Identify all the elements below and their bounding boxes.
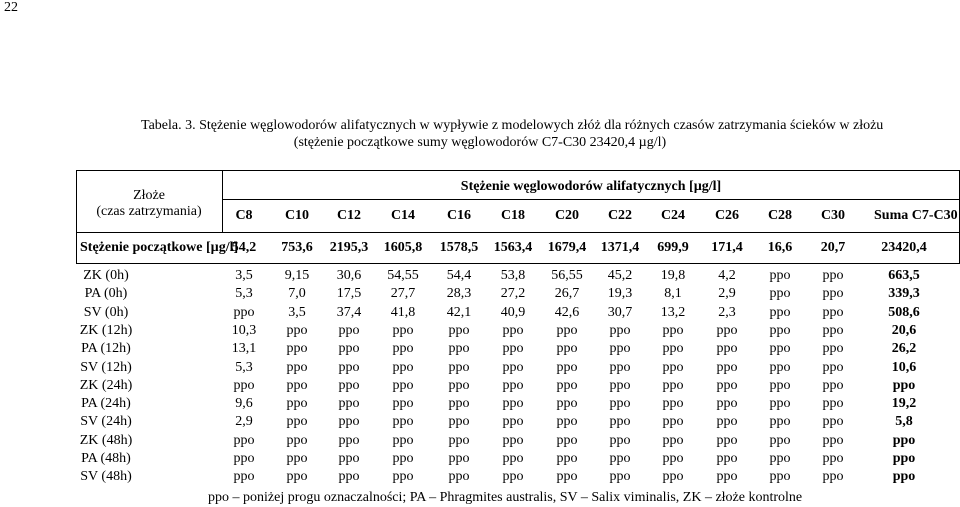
table-cell: 5,3 bbox=[235, 360, 253, 375]
table-cell: ppo bbox=[716, 433, 738, 448]
table-cell: 27,7 bbox=[390, 286, 416, 301]
table-cell: ppo bbox=[769, 360, 791, 375]
table-cell: ppo bbox=[338, 469, 360, 484]
table-cell: ppo bbox=[286, 414, 308, 429]
initial-value: 699,9 bbox=[657, 240, 689, 255]
table-cell: ppo bbox=[662, 341, 684, 356]
table-cell: 13,1 bbox=[231, 341, 257, 356]
table-cell: ppo bbox=[556, 378, 578, 393]
row-label: ZK (0h) bbox=[83, 268, 129, 283]
table-cell: ppo bbox=[392, 414, 414, 429]
table-cell: ppo bbox=[286, 323, 308, 338]
table-cell: ppo bbox=[448, 414, 470, 429]
table-cell: 40,9 bbox=[500, 305, 526, 320]
table-cell: 19,3 bbox=[607, 286, 633, 301]
table-cell: ppo bbox=[233, 305, 255, 320]
table-cell: 4,2 bbox=[718, 268, 736, 283]
table-cell: ppo bbox=[448, 433, 470, 448]
table-cell: ppo bbox=[556, 469, 578, 484]
column-header: C8 bbox=[235, 208, 253, 223]
table-cell: ppo bbox=[392, 341, 414, 356]
table-cell: ppo bbox=[609, 451, 631, 466]
table-cell: ppo bbox=[338, 378, 360, 393]
column-header: C22 bbox=[607, 208, 633, 223]
table-cell: ppo bbox=[822, 323, 844, 338]
table-cell: ppo bbox=[662, 378, 684, 393]
table-cell: ppo bbox=[392, 378, 414, 393]
footnote: ppo – poniżej progu oznaczalności; PA – Phragmites australis, SV – Salix viminalis, ZK – złoże kontrolne bbox=[208, 490, 803, 505]
header-bottom-rule bbox=[76, 232, 960, 233]
table-cell: ppo bbox=[609, 433, 631, 448]
table-cell: ppo bbox=[392, 451, 414, 466]
table-cell: 42,6 bbox=[554, 305, 580, 320]
initial-value: 2195,3 bbox=[329, 240, 369, 255]
initial-value: 23420,4 bbox=[881, 240, 927, 255]
table-cell: ppo bbox=[609, 469, 631, 484]
table-cell: 2,9 bbox=[718, 286, 736, 301]
table-cell: ppo bbox=[662, 414, 684, 429]
table-cell: ppo bbox=[716, 396, 738, 411]
initial-value: 1679,4 bbox=[547, 240, 587, 255]
table-subtitle: (stężenie początkowe sumy węglowodorów C7-C30 23420,4 µg/l) bbox=[293, 135, 667, 150]
table-cell: ppo bbox=[556, 396, 578, 411]
initial-value: 1605,8 bbox=[383, 240, 423, 255]
initial-value: 171,4 bbox=[711, 240, 743, 255]
table-cell: ppo bbox=[338, 451, 360, 466]
initial-row-label: Stężenie początkowe [µg/l] bbox=[80, 240, 239, 255]
table-cell: 26,7 bbox=[554, 286, 580, 301]
sum-cell: ppo bbox=[892, 433, 916, 448]
table-cell: ppo bbox=[822, 360, 844, 375]
column-header: C18 bbox=[500, 208, 526, 223]
concentration-group-header: Stężenie węglowodorów alifatycznych [µg/l] bbox=[460, 179, 722, 194]
table-cell: ppo bbox=[716, 341, 738, 356]
table-cell: ppo bbox=[662, 433, 684, 448]
table-cell: ppo bbox=[338, 396, 360, 411]
initial-value: 1563,4 bbox=[493, 240, 533, 255]
table-cell: 41,8 bbox=[390, 305, 416, 320]
column-header: C14 bbox=[390, 208, 416, 223]
table-cell: ppo bbox=[609, 414, 631, 429]
sum-cell: 508,6 bbox=[888, 305, 920, 320]
sum-cell: 10,6 bbox=[891, 360, 917, 375]
table-cell: 3,5 bbox=[288, 305, 306, 320]
row-label: PA (12h) bbox=[81, 341, 131, 356]
table-cell: ppo bbox=[448, 396, 470, 411]
table-cell: ppo bbox=[769, 378, 791, 393]
table-cell: ppo bbox=[662, 469, 684, 484]
table-cell: 9,6 bbox=[235, 396, 253, 411]
initial-value: 20,7 bbox=[820, 240, 846, 255]
initial-value: 1371,4 bbox=[600, 240, 640, 255]
table-cell: ppo bbox=[338, 323, 360, 338]
table-cell: ppo bbox=[502, 433, 524, 448]
table-cell: ppo bbox=[822, 341, 844, 356]
table-cell: ppo bbox=[769, 341, 791, 356]
sum-cell: 20,6 bbox=[891, 323, 917, 338]
table-cell: ppo bbox=[609, 378, 631, 393]
table-cell: ppo bbox=[822, 451, 844, 466]
row-label: ZK (48h) bbox=[79, 433, 133, 448]
table-cell: ppo bbox=[286, 469, 308, 484]
table-cell: ppo bbox=[769, 433, 791, 448]
initial-value: 16,6 bbox=[767, 240, 793, 255]
sum-cell: 19,2 bbox=[891, 396, 917, 411]
table-cell: ppo bbox=[286, 433, 308, 448]
sum-cell: 26,2 bbox=[891, 341, 917, 356]
column-header: C28 bbox=[767, 208, 793, 223]
table-cell: ppo bbox=[233, 378, 255, 393]
table-cell: 3,5 bbox=[235, 268, 253, 283]
table-cell: ppo bbox=[556, 451, 578, 466]
table-cell: ppo bbox=[233, 451, 255, 466]
bed-column-header bbox=[76, 188, 222, 220]
table-cell: ppo bbox=[769, 268, 791, 283]
initial-value: 753,6 bbox=[281, 240, 313, 255]
table-cell: ppo bbox=[338, 360, 360, 375]
table-cell: ppo bbox=[286, 341, 308, 356]
table-cell: ppo bbox=[392, 323, 414, 338]
table-cell: ppo bbox=[662, 451, 684, 466]
table-cell: ppo bbox=[448, 378, 470, 393]
row-label: PA (0h) bbox=[84, 286, 128, 301]
table-cell: ppo bbox=[286, 360, 308, 375]
table-cell: ppo bbox=[392, 433, 414, 448]
table-cell: ppo bbox=[502, 341, 524, 356]
table-cell: ppo bbox=[822, 378, 844, 393]
table-cell: 10,3 bbox=[231, 323, 257, 338]
table-cell: ppo bbox=[822, 396, 844, 411]
table-cell: 7,0 bbox=[288, 286, 306, 301]
table-cell: ppo bbox=[338, 341, 360, 356]
row-label: SV (48h) bbox=[80, 469, 132, 484]
table-cell: ppo bbox=[448, 341, 470, 356]
column-header: C26 bbox=[714, 208, 740, 223]
table-cell: 30,6 bbox=[336, 268, 362, 283]
row-label: SV (0h) bbox=[83, 305, 129, 320]
table-cell: 2,3 bbox=[718, 305, 736, 320]
column-header: C20 bbox=[554, 208, 580, 223]
table-cell: ppo bbox=[556, 433, 578, 448]
bed-label-line2: (czas zatrzymania) bbox=[96, 204, 202, 219]
table-cell: 27,2 bbox=[500, 286, 526, 301]
sum-cell: 5,8 bbox=[895, 414, 913, 429]
table-cell: ppo bbox=[822, 414, 844, 429]
table-cell: ppo bbox=[448, 360, 470, 375]
page-number: 22 bbox=[4, 0, 18, 15]
table-cell: ppo bbox=[286, 451, 308, 466]
table-cell: 53,8 bbox=[500, 268, 526, 283]
table-cell: ppo bbox=[609, 396, 631, 411]
table-cell: ppo bbox=[662, 323, 684, 338]
table-cell: 9,15 bbox=[284, 268, 310, 283]
table-cell: ppo bbox=[769, 451, 791, 466]
table-cell: ppo bbox=[769, 323, 791, 338]
column-header: C10 bbox=[284, 208, 310, 223]
sum-cell: ppo bbox=[892, 378, 916, 393]
table-cell: ppo bbox=[233, 433, 255, 448]
table-cell: ppo bbox=[769, 305, 791, 320]
table-cell: ppo bbox=[502, 378, 524, 393]
table-cell: ppo bbox=[716, 469, 738, 484]
table-title: Tabela. 3. Stężenie węglowodorów alifatycznych w wypływie z modelowych złóż dla różnych czasów zatrzymania ścieków w złożu bbox=[141, 118, 884, 133]
table-cell: ppo bbox=[716, 360, 738, 375]
table-cell: ppo bbox=[716, 378, 738, 393]
row-label: ZK (24h) bbox=[79, 378, 133, 393]
table-cell: ppo bbox=[556, 341, 578, 356]
table-cell: ppo bbox=[769, 396, 791, 411]
table-cell: ppo bbox=[233, 469, 255, 484]
table-cell: 28,3 bbox=[446, 286, 472, 301]
sum-cell: 339,3 bbox=[888, 286, 920, 301]
table-cell: 56,55 bbox=[551, 268, 583, 283]
table-cell: ppo bbox=[769, 414, 791, 429]
table-cell: ppo bbox=[769, 469, 791, 484]
row-label: PA (48h) bbox=[81, 451, 131, 466]
table-cell: ppo bbox=[556, 323, 578, 338]
table-cell: ppo bbox=[822, 286, 844, 301]
table-cell: ppo bbox=[448, 323, 470, 338]
table-cell: ppo bbox=[448, 451, 470, 466]
table-cell: ppo bbox=[556, 414, 578, 429]
table-cell: ppo bbox=[502, 469, 524, 484]
table-cell: 30,7 bbox=[607, 305, 633, 320]
column-header: C30 bbox=[820, 208, 846, 223]
table-cell: 2,9 bbox=[235, 414, 253, 429]
table-cell: ppo bbox=[502, 360, 524, 375]
column-header: Suma C7-C30 bbox=[874, 208, 958, 223]
table-cell: 8,1 bbox=[664, 286, 682, 301]
table-cell: ppo bbox=[822, 305, 844, 320]
table-cell: ppo bbox=[716, 323, 738, 338]
table-cell: ppo bbox=[338, 433, 360, 448]
table-cell: 13,2 bbox=[660, 305, 686, 320]
table-cell: 37,4 bbox=[336, 305, 362, 320]
table-top-rule bbox=[76, 170, 960, 171]
table-cell: 54,55 bbox=[387, 268, 419, 283]
table-cell: ppo bbox=[822, 433, 844, 448]
table-cell: ppo bbox=[502, 451, 524, 466]
table-cell: 45,2 bbox=[607, 268, 633, 283]
table-cell: ppo bbox=[338, 414, 360, 429]
table-cell: ppo bbox=[609, 341, 631, 356]
initial-value: 1578,5 bbox=[439, 240, 479, 255]
table-cell: ppo bbox=[662, 396, 684, 411]
initial-row-bottom-rule bbox=[76, 263, 960, 264]
initial-value: 54,2 bbox=[231, 240, 257, 255]
table-cell: ppo bbox=[609, 360, 631, 375]
table-cell: 54,4 bbox=[446, 268, 472, 283]
table-cell: ppo bbox=[392, 469, 414, 484]
table-cell: 19,8 bbox=[660, 268, 686, 283]
table-cell: ppo bbox=[392, 360, 414, 375]
table-cell: ppo bbox=[662, 360, 684, 375]
column-header: C12 bbox=[336, 208, 362, 223]
table-cell: ppo bbox=[716, 414, 738, 429]
table-cell: ppo bbox=[822, 469, 844, 484]
column-header: C24 bbox=[660, 208, 686, 223]
table-cell: ppo bbox=[502, 323, 524, 338]
table-cell: 17,5 bbox=[336, 286, 362, 301]
table-cell: 42,1 bbox=[446, 305, 472, 320]
row-label: ZK (12h) bbox=[79, 323, 133, 338]
sum-cell: ppo bbox=[892, 451, 916, 466]
column-header: C16 bbox=[446, 208, 472, 223]
group-header-rule bbox=[222, 199, 960, 200]
table-cell: 5,3 bbox=[235, 286, 253, 301]
table-cell: ppo bbox=[392, 396, 414, 411]
sum-cell: 663,5 bbox=[888, 268, 920, 283]
table-cell: ppo bbox=[502, 396, 524, 411]
bed-label-line1: Złoże bbox=[133, 188, 165, 203]
table-cell: ppo bbox=[769, 286, 791, 301]
table-cell: ppo bbox=[286, 396, 308, 411]
table-cell: ppo bbox=[822, 268, 844, 283]
row-label: SV (24h) bbox=[80, 414, 132, 429]
table-cell: ppo bbox=[716, 451, 738, 466]
row-label: PA (24h) bbox=[81, 396, 131, 411]
table-cell: ppo bbox=[609, 323, 631, 338]
table-cell: ppo bbox=[286, 378, 308, 393]
table-cell: ppo bbox=[502, 414, 524, 429]
table-cell: ppo bbox=[448, 469, 470, 484]
table-cell: ppo bbox=[556, 360, 578, 375]
row-label: SV (12h) bbox=[80, 360, 132, 375]
sum-cell: ppo bbox=[892, 469, 916, 484]
